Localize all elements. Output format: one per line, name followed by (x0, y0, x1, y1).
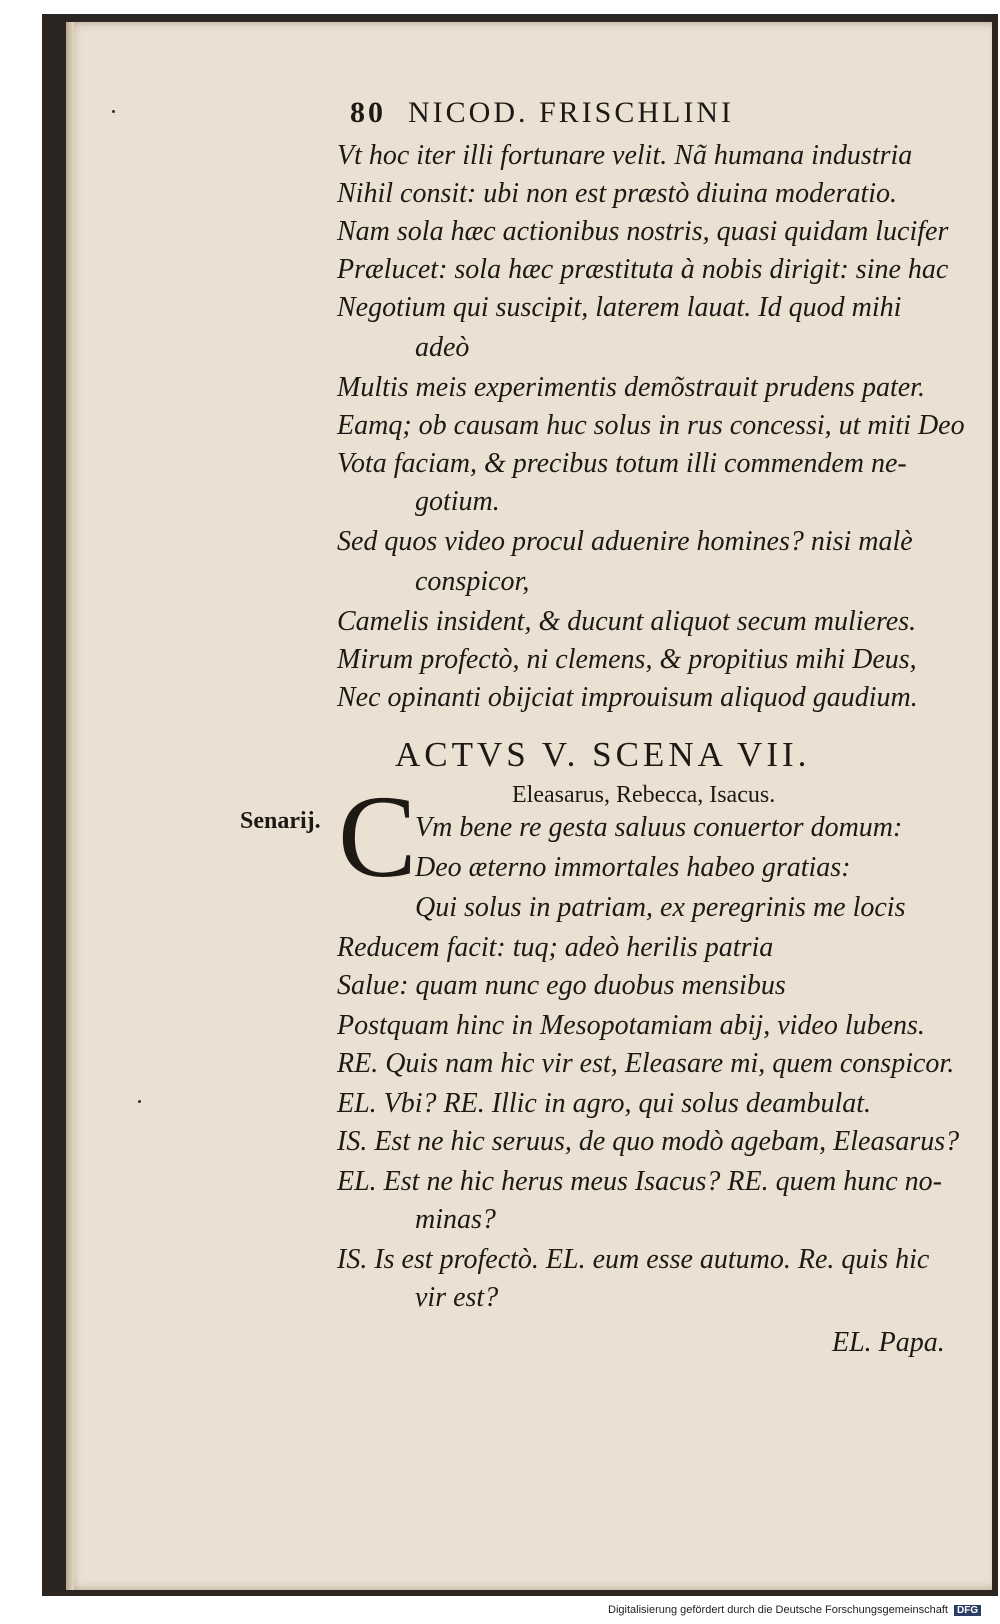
text-line: Mirum profectò, ni clemens, & propitius mihi Deus, (337, 644, 917, 675)
drop-initial: C (338, 771, 417, 902)
text-line: Qui solus in patriam, ex peregrinis me locis (415, 892, 906, 923)
text-line: conspicor, (415, 566, 530, 597)
scene-heading: ACTVS V. SCENA VII. (395, 735, 811, 774)
text-line: Camelis insident, & ducunt aliquot secum mulieres. (337, 606, 917, 637)
text-line: Vt hoc iter illi fortunare velit. Nã humana industria (337, 140, 913, 171)
text-line: Eamq; ob causam huc solus in rus concessi, ut miti Deo (337, 410, 965, 441)
running-head (350, 96, 734, 130)
catchword: EL. Papa. (832, 1327, 945, 1358)
margin-note: Senarij. (240, 808, 321, 834)
text-line: Nam sola hæc actionibus nostris, quasi quidam lucifer (337, 216, 949, 247)
digitization-footer (608, 1604, 981, 1616)
text-line: adeò (415, 332, 470, 363)
text-line: RE. Quis nam hic vir est, Eleasare mi, quem conspicor. (337, 1048, 955, 1079)
text-line: Postquam hinc in Mesopotamiam abij, video lubens. (337, 1010, 925, 1041)
text-line: Reducem facit: tuq; adeò herilis patria (337, 932, 774, 963)
text-line: Vota faciam, & precibus totum illi commendem ne- (337, 448, 907, 479)
text-line: Deo æterno immortales habeo gratias: (415, 852, 851, 883)
text-line: Vm bene re gesta saluus conuertor domum: (415, 812, 903, 843)
text-line: IS. Is est profectò. EL. eum esse autumo. Re. quis hic (337, 1244, 930, 1275)
page-speck (138, 1100, 141, 1103)
page-gutter (66, 22, 74, 1590)
text-line: IS. Est ne hic seruus, de quo modò agebam, Eleasarus? (337, 1126, 960, 1157)
text-line: Sed quos video procul aduenire homines? nisi malè (337, 526, 913, 557)
text-line: gotium. (415, 486, 500, 517)
footer-text: Digitalisierung gefördert durch die Deutsche Forschungsgemeinschaft (608, 1604, 948, 1616)
dfg-logo: DFG (954, 1605, 981, 1616)
text-line: vir est? (415, 1282, 499, 1313)
text-line: Negotium qui suscipit, laterem lauat. Id quod mihi (337, 292, 902, 323)
running-title: NICOD. FRISCHLINI (408, 96, 735, 129)
text-line: EL. Est ne hic herus meus Isacus? RE. quem hunc no- (337, 1166, 943, 1197)
text-line: Multis meis experimentis demõstrauit prudens pater. (337, 372, 925, 403)
text-line: Nec opinanti obijciat improuisum aliquod gaudium. (337, 682, 918, 713)
dramatis-personae: Eleasarus, Rebecca, Isacus. (512, 782, 776, 808)
text-line: Salue: quam nunc ego duobus mensibus (337, 970, 786, 1001)
text-line: EL. Vbi? RE. Illic in agro, qui solus deambulat. (337, 1088, 872, 1119)
text-line: Nihil consit: ubi non est præstò diuina moderatio. (337, 178, 898, 209)
text-line: Prælucet: sola hæc præstituta à nobis dirigit: sine hac (337, 254, 949, 285)
page-speck (112, 110, 115, 113)
text-line: minas? (415, 1204, 496, 1235)
page-number: 80 (350, 96, 386, 129)
